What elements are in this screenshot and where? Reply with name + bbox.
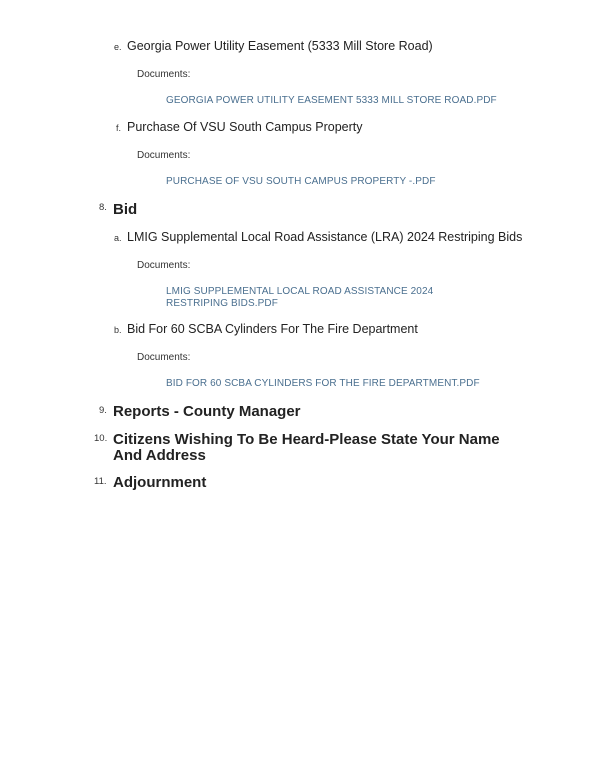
agenda-item-title: Bid For 60 SCBA Cylinders For The Fire Department xyxy=(127,322,418,336)
item-marker: b. xyxy=(114,325,122,335)
section-number: 9. xyxy=(99,405,107,416)
item-marker: f. xyxy=(116,123,122,133)
documents-label: Documents: xyxy=(137,150,191,161)
item-marker: a. xyxy=(114,233,122,243)
section-title: Adjournment xyxy=(113,474,207,491)
section-number: 11. xyxy=(94,476,107,487)
agenda-item-title: LMIG Supplemental Local Road Assistance (LRA) 2024 Restriping Bids xyxy=(127,230,523,244)
section-number: 8. xyxy=(99,202,107,213)
documents-label: Documents: xyxy=(137,69,191,80)
agenda-item-title: Georgia Power Utility Easement (5333 Mill Store Road) xyxy=(127,39,433,53)
document-link[interactable]: GEORGIA POWER UTILITY EASEMENT 5333 MILL STORE ROAD.PDF xyxy=(166,95,497,106)
documents-label: Documents: xyxy=(137,260,191,271)
item-marker: e. xyxy=(114,42,122,52)
document-link[interactable]: LMIG SUPPLEMENTAL LOCAL ROAD ASSISTANCE 2024 RESTRIPING BIDS.PDF xyxy=(166,286,434,309)
section-title: Reports - County Manager xyxy=(113,403,301,420)
section-number: 10. xyxy=(94,433,108,444)
section-title: Bid xyxy=(113,201,138,218)
documents-label: Documents: xyxy=(137,352,191,363)
document-link[interactable]: BID FOR 60 SCBA CYLINDERS FOR THE FIRE DEPARTMENT.PDF xyxy=(166,378,480,389)
document-link[interactable]: PURCHASE OF VSU SOUTH CAMPUS PROPERTY -.PDF xyxy=(166,176,436,187)
section-title: Citizens Wishing To Be Heard-Please State Your Name And Address xyxy=(113,431,500,464)
agenda-item-title: Purchase Of VSU South Campus Property xyxy=(127,120,363,134)
